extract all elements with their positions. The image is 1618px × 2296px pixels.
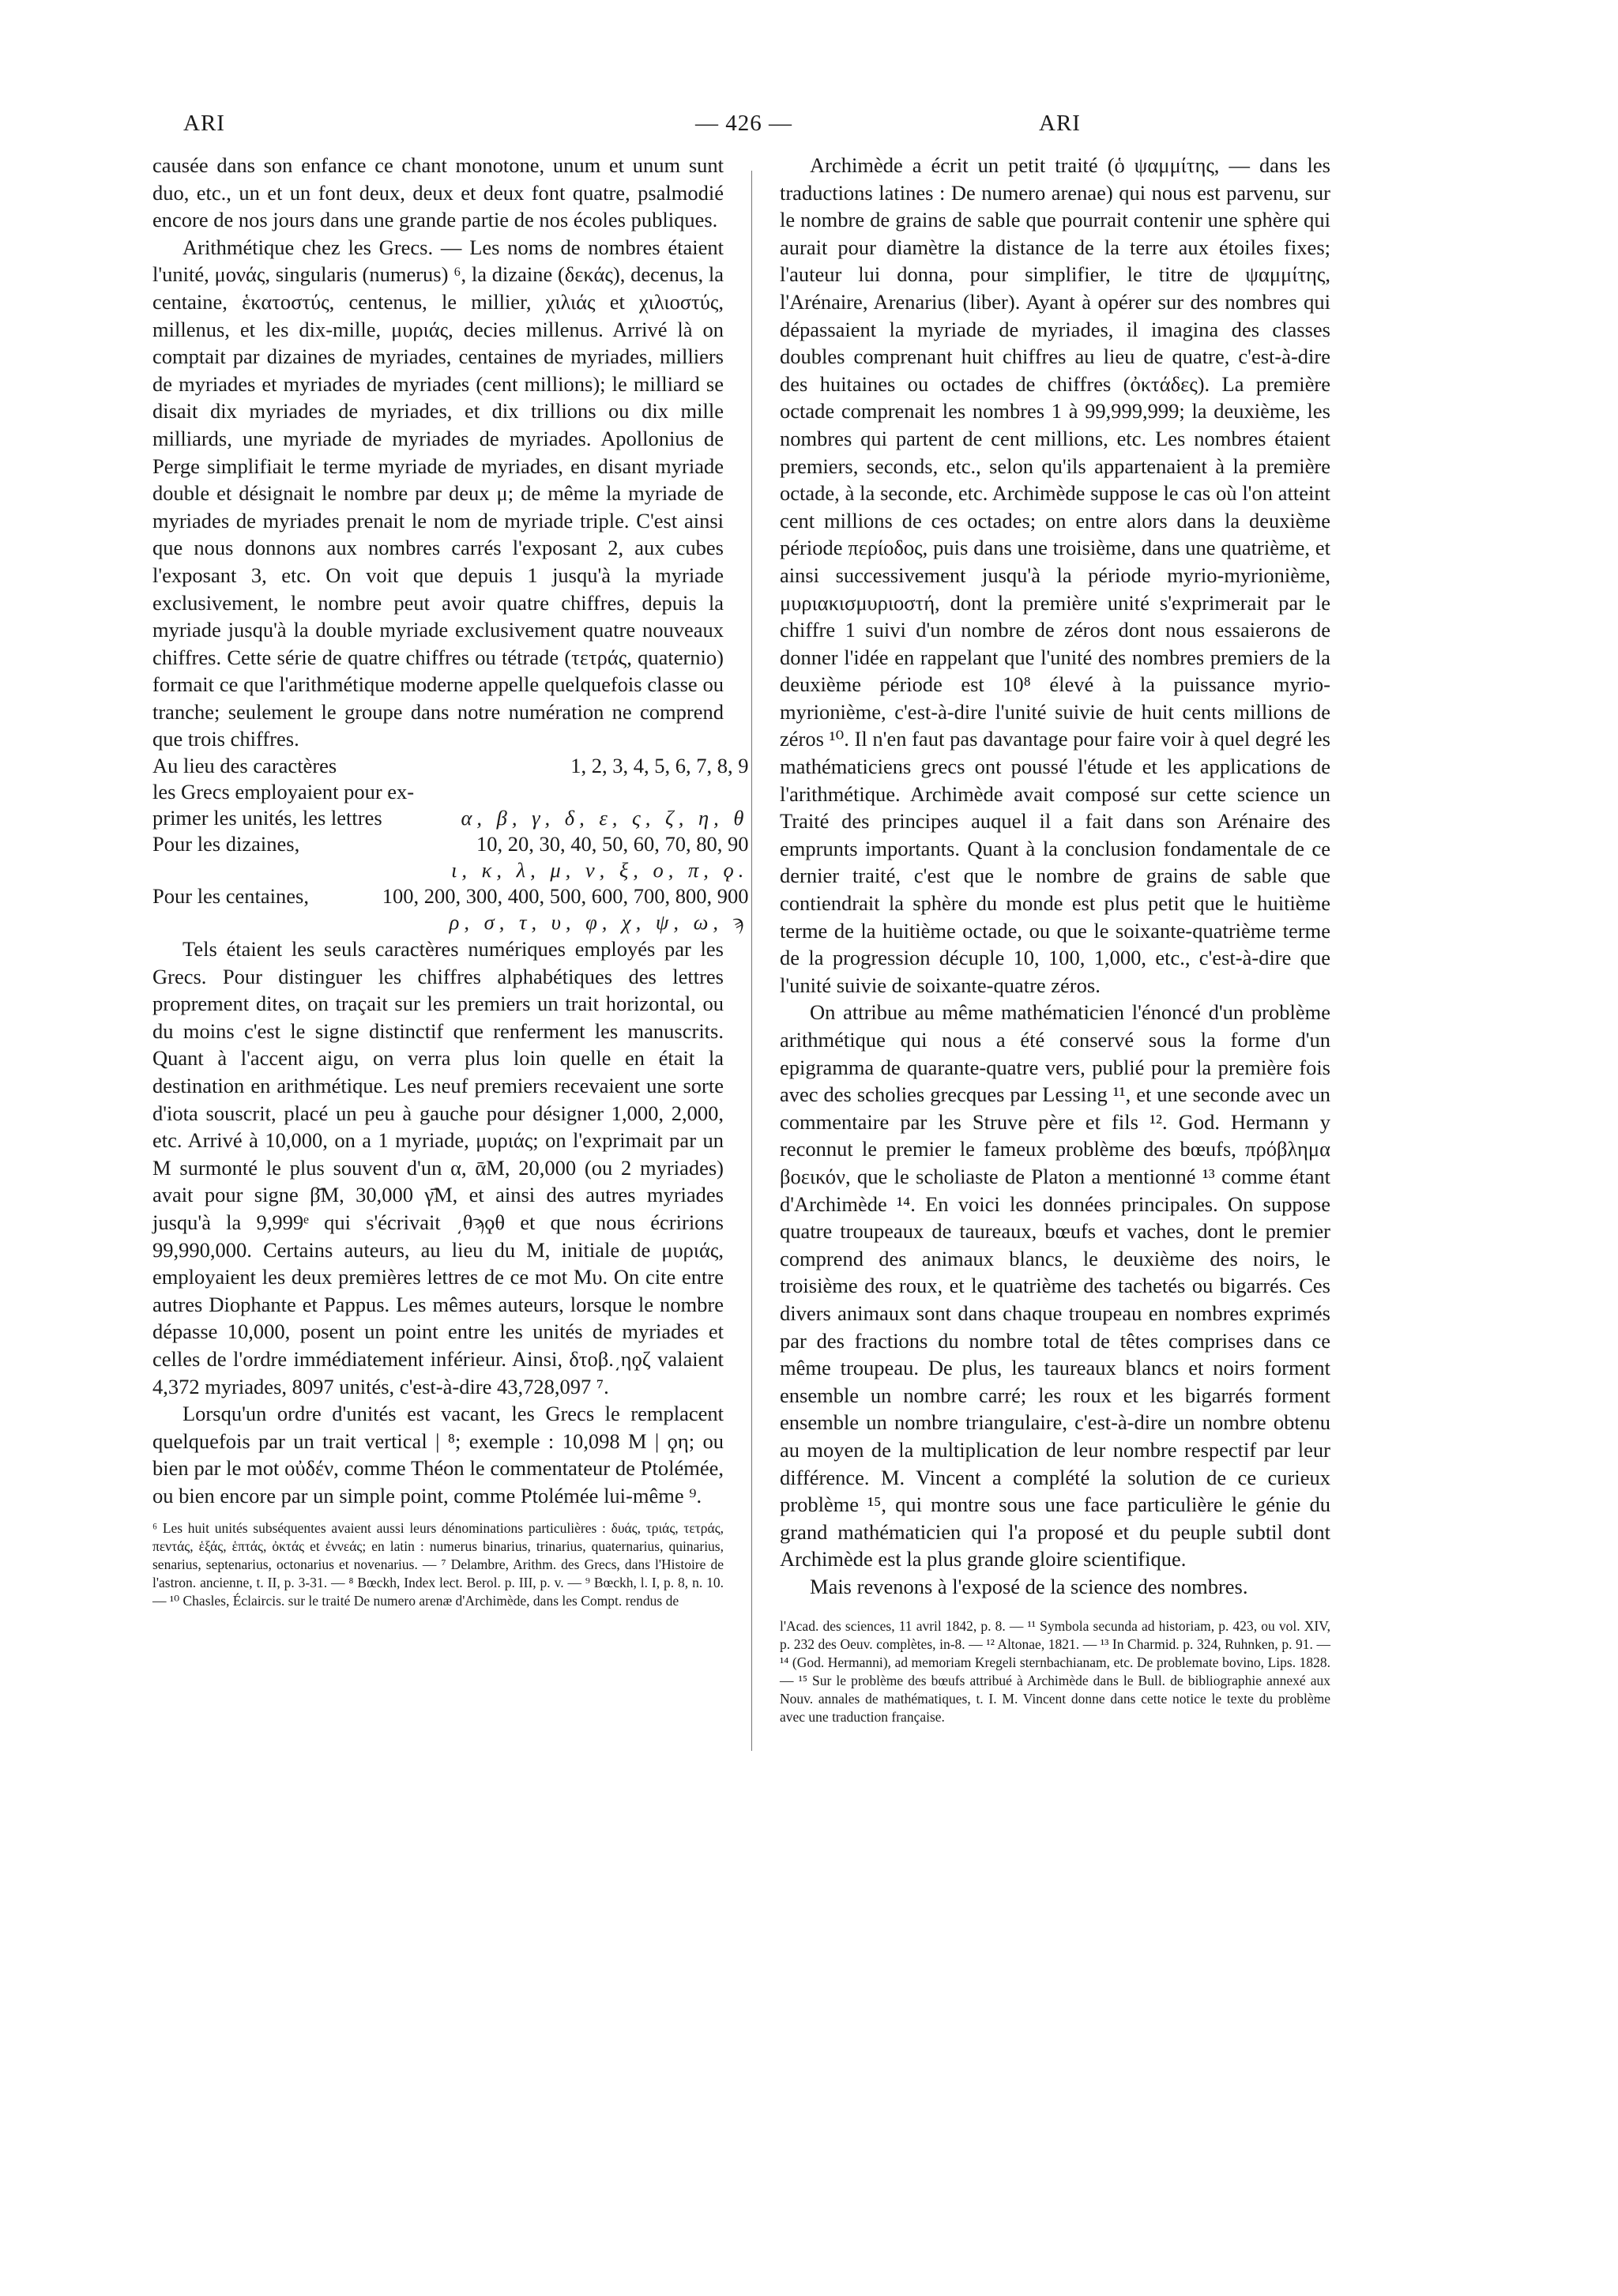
table-label: Pour les centaines, <box>152 884 309 909</box>
paragraph: Lorsqu'un ordre d'unités est vacant, les Grecs le remplacent quelquefois par un trait vertical | ⁸; exemple : 10,098 M | ϙη; ou bien par le mot οὐδέν, comme Théon le commentateur de Ptolémée, ou bien encore par un simple point, comme Ptolémée lui-même ⁹. <box>152 1402 724 1507</box>
paragraph: Mais revenons à l'exposé de la science des nombres. <box>810 1574 1248 1598</box>
table-label: Pour les dizaines, <box>152 832 300 856</box>
table-value: ρ, σ, τ, υ, φ, χ, ψ, ω, ϡ <box>449 910 749 935</box>
paragraph: Tels étaient les seuls caractères numériques employés par les Grecs. Pour distinguer les chiffres alphabétiques des lettres proprement dites, on traçait sur les premiers un trait horizontal, ou du moins c'est le signe distinctif que renferment les manuscrits. Quant à l'accent aigu, on verra plus loin quelle en était la destination en arithmétique. Les neuf premiers recevaient une sorte d'iota souscrit, placé un peu à gauche pour désigner 1,000, 2,000, etc. Arrivé à 10,000, on a 1 myriade, μυριάς; on l'exprimait par un M surmonté le plus souvent d'un α, ᾱM, 20,000 (ou 2 myriades) avait pour signe β̄M, 30,000 γ̄M, et ainsi des autres myriades jusqu'à la 9,999ᵉ qui s'écrivait ͵θϡϙθ et que nous écririons 99,990,000. Certains auteurs, au lieu du M, initiale de μυριάς, employaient les deux premières lettres de ce mot Mυ. On cite entre autres Diophante et Pappus. Les mêmes auteurs, lorsque le nombre dépasse 10,000, posent un point entre les unités de myriades et celles de l'ordre immédiatement inférieur. Ainsi, δτοβ.͵ηϙζ valaient 4,372 myriades, 8097 unités, c'est-à-dire 43,728,097 ⁷. <box>152 937 724 1398</box>
table-label: les Grecs employaient pour ex- <box>152 780 415 804</box>
footnotes <box>152 1519 724 1610</box>
table-value: 100, 200, 300, 400, 500, 600, 700, 800, 900 <box>382 884 749 909</box>
paragraph: Arithmétique chez les Grecs. — Les noms de nombres étaient l'unité, μονάς, singularis (numerus) ⁶, la dizaine (δεκάς), decenus, la centaine, ἑκατοστύς, centenus, le millier, χιλιάς et χιλιοστύς, millenus, et les dix-mille, μυριάς, decies millenus. Arrivé là on comptait par dizaines de myriades, centaines de myriades, milliers de myriades et myriades de myriades (cent millions); le milliard se disait dix myriades de myriades, et dix trillions ou dix mille milliards, une myriade de myriades de myriades. Apollonius de Perge simplifiait le terme myriade de myriades, en disant myriade double et désignait le nombre par deux μ; de même la myriade de myriades de myriades prenait le nom de myriade triple. C'est ainsi que nous donnons aux nombres carrés l'exposant 2, aux cubes l'exposant 3, etc. On voit que depuis 1 jusqu'à la myriade exclusivement, le nombre peut avoir quatre chiffres, depuis la myriade jusqu'à la double myriade exclusivement quatre nouveaux chiffres. Cette série de quatre chiffres ou tétrade (τετράς, quaternio) formait ce que l'arithmétique moderne appelle quelquefois classe ou tranche; seulement le groupe dans notre numération ne comprend que trois chiffres. <box>152 235 724 751</box>
table-row <box>152 779 748 805</box>
table-value: 1, 2, 3, 4, 5, 6, 7, 8, 9 <box>570 754 749 778</box>
table-row <box>152 753 748 779</box>
footnote-text: ⁶ Les huit unités subséquentes avaient aussi leurs dénominations particulières : δυάς, τριάς, τετράς, πεντάς, ἑξάς, ἑπτάς, ὀκτάς et ἐννεάς; en latin : numerus binarius, trinarius, quaternarius, quinarius, senarius, septenarius, octonarius et novenarius. — ⁷ Delambre, Arithm. des Grecs, dans l'Histoire de l'astron. ancienne, t. II, p. 3-31. — ⁸ Bœckh, Index lect. Berol. p. III, p. v. — ⁹ Bœckh, l. I, p. 8, n. 10. — ¹⁰ Chasles, Éclaircis. sur le traité De numero arenæ d'Archimède, dans les Compt. rendus de <box>152 1519 724 1609</box>
table-row <box>152 883 748 909</box>
right-column <box>780 152 1330 1726</box>
table-label: primer les unités, les lettres <box>152 806 382 830</box>
left-column <box>152 152 749 1610</box>
table-row <box>152 805 748 831</box>
table-label: Au lieu des caractères <box>152 754 337 778</box>
table-row <box>152 831 748 857</box>
table-value: 10, 20, 30, 40, 50, 60, 70, 80, 90 <box>476 832 749 856</box>
table-row <box>152 857 748 883</box>
page-number: — 426 — <box>695 111 792 136</box>
table-value: ι, κ, λ, μ, ν, ξ, ο, π, ϙ. <box>451 858 749 883</box>
running-header-right: ARI <box>1039 111 1081 136</box>
column-divider <box>751 171 752 1751</box>
table-value: α, β, γ, δ, ε, ς, ζ, η, θ <box>461 806 749 830</box>
numeral-table <box>152 753 748 935</box>
running-header-left: ARI <box>183 111 225 136</box>
footnotes <box>780 1617 1330 1726</box>
paragraph: Archimède a écrit un petit traité (ὁ ψαμμίτης, — dans les traductions latines : De numero arenae) qui nous est parvenu, sur le nombre de grains de sable que pourrait contenir une sphère qui aurait pour diamètre la distance de la terre aux étoiles fixes; l'auteur lui donna, pour simplifier, le titre de ψαμμίτης, l'Arénaire, Arenarius (liber). Ayant à opérer sur des nombres qui dépassaient la myriade de myriades, il imagina des classes doubles comprenant huit chiffres au lieu de quatre, c'est-à-dire des huitaines ou octades de chiffres (ὀκτάδες). La première octade comprenait les nombres 1 à 99,999,999; la deuxième, les nombres qui partent de cent millions, etc. Les nombres étaient premiers, seconds, etc., selon qu'ils appartenaient à la première octade, à la seconde, etc. Archimède suppose le cas où l'on atteint cent millions de ces octades; on entre alors dans la deuxième période περίοδος, puis dans une troisième, dans une quatrième, et ainsi successivement jusqu'à la période myrio-myrionième, μυριακισμυριοστή, dont la première unité s'exprimerait par le chiffre 1 suivi d'un nombre de zéros dont nous essaierons de donner l'idée en rappelant que l'unité des nombres premiers de la deuxième période est 10⁸ élevé à la puissance myrio-myrionième, c'est-à-dire l'unité suivie de huit cents millions de zéros ¹⁰. Il n'en faut pas davantage pour faire voir à quel degré les mathématiciens grecs ont poussé l'étude et les applications de l'arithmétique. Archimède avait composé sur cette science un Traité des principes auquel il a fait dans son Arénaire des emprunts importants. Quant à la conclusion fondamentale de ce dernier traité, c'est que le nombre de grains de sable que contiendrait la sphère du monde est plus petit que le huitième terme de la huitième octade, ou que le soixante-quatrième terme de la progression décuple 10, 100, 1,000, etc., c'est-à-dire que l'unité suivie de soixante-quatre zéros. <box>780 153 1330 997</box>
paragraph: On attribue au même mathématicien l'énoncé d'un problème arithmétique qui nous a été conservé sous la forme d'un epigramma de quarante-quatre vers, publié pour la première fois avec des scholies grecques par Lessing ¹¹, et une seconde avec un commentaire par les Struve père et fils ¹². God. Hermann y reconnut le premier le fameux problème des bœufs, πρόβλημα βοεικόν, que le scholiaste de Platon a mentionné ¹³ comme étant d'Archimède ¹⁴. En voici les données principales. On suppose quatre troupeaux de taureaux, bœufs et vaches, dont le premier comprend des animaux blancs, le deuxième des noirs, le troisième des roux, et le quatrième des tachetés ou bigarrés. Ces divers animaux sont dans chaque troupeau en nombres exprimés par des fractions du nombre total de têtes comprises dans ce même troupeau. De plus, les taureaux blancs et noirs forment ensemble un nombre carré; les roux et les bigarrés forment ensemble un nombre triangulaire, c'est-à-dire un nombre obtenu au moyen de la multiplication de leur nombre respectif par leur différence. M. Vincent a complété la solution de ce curieux problème ¹⁵, qui montre sous une face particulière le génie du grand mathématicien qui l'a proposé et du peuple subtil dont Archimède est la plus grande gloire scientifique. <box>780 1000 1330 1571</box>
footnote-text: l'Acad. des sciences, 11 avril 1842, p. 8. — ¹¹ Symbola secunda ad historiam, p. 423, ou vol. XIV, p. 232 des Oeuv. complètes, in-8. — ¹² Altonae, 1821. — ¹³ In Charmid. p. 324, Ruhnken, p. 91. — ¹⁴ (God. Hermanni), ad memoriam Kregeli sternbachianam, etc. De problemate bovino, Lips. 1828. — ¹⁵ Sur le problème des bœufs attribué à Archimède dans le Bull. de bibliographie annexé aux Nouv. annales de mathématiques, t. I. M. Vincent donne dans cette notice le texte du problème avec une traduction française. <box>780 1618 1330 1726</box>
table-row <box>152 909 748 935</box>
paragraph: causée dans son enfance ce chant monotone, unum et unum sunt duo, etc., un et un font deux, deux et deux font quatre, psalmodié encore de nos jours dans une grande partie de nos écoles publiques. <box>152 153 724 232</box>
